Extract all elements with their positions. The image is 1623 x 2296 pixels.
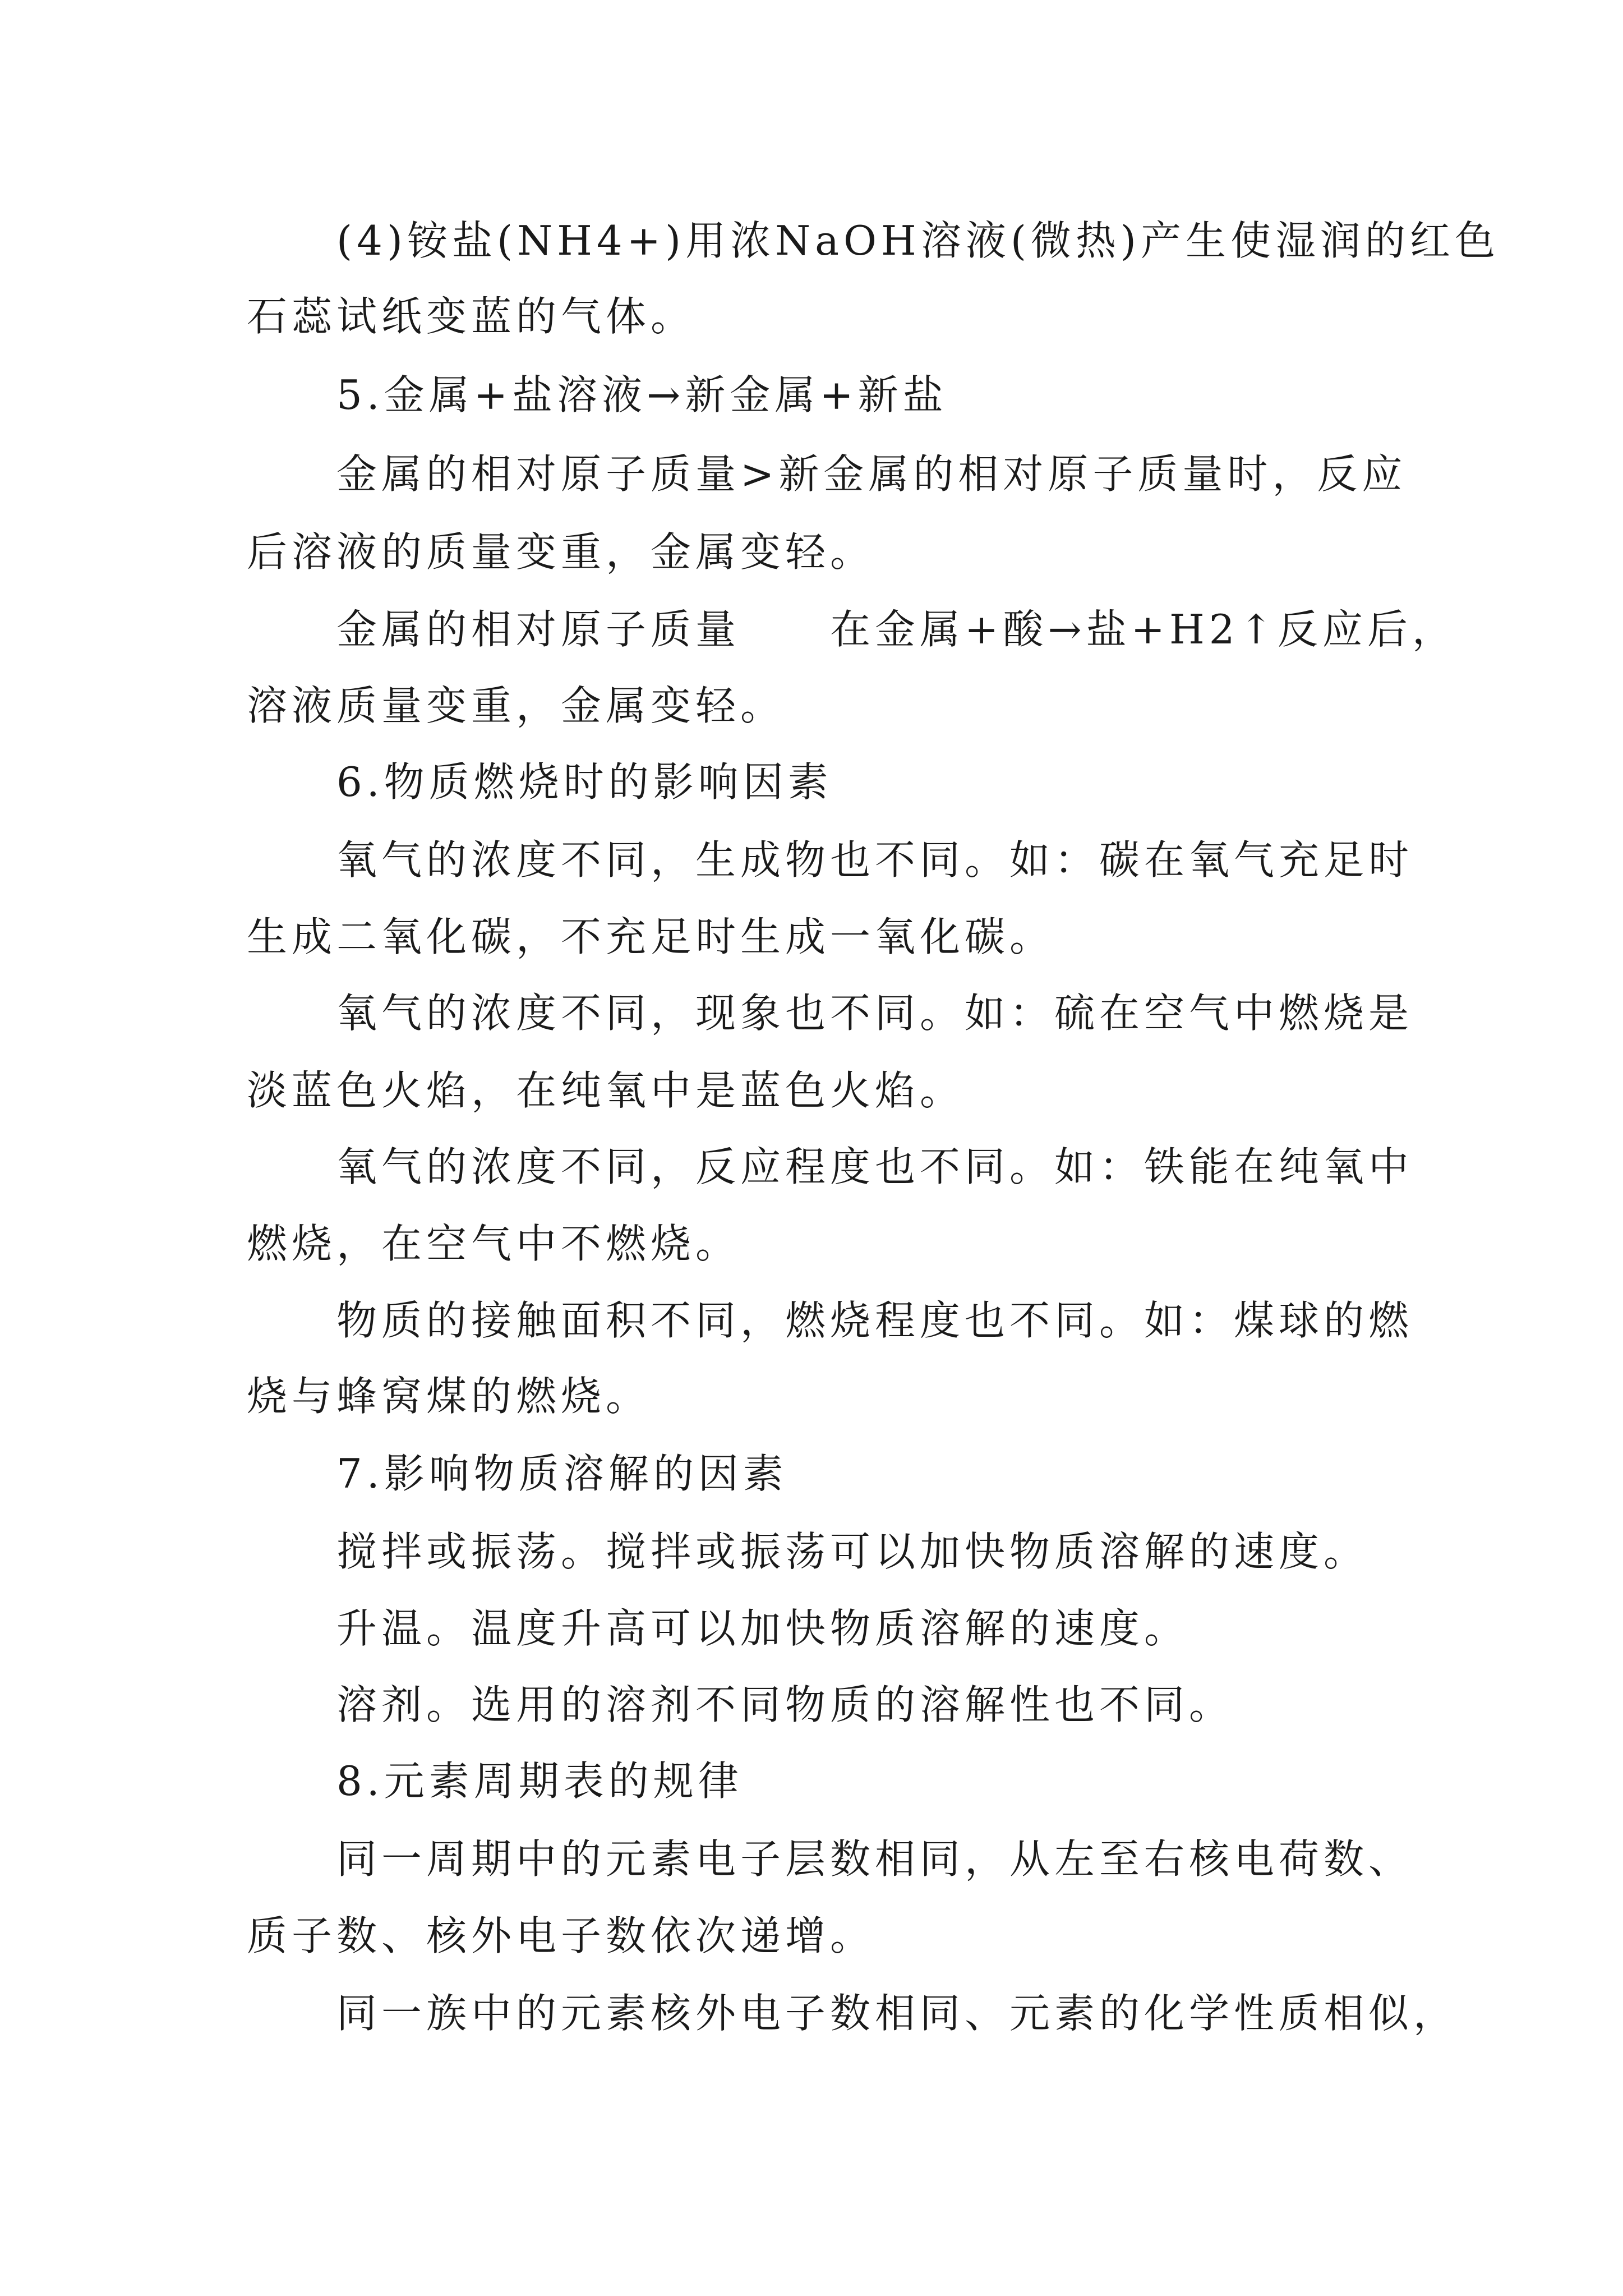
paragraph-line-13: 物质的接触面积不同，燃烧程度也不同。如：煤球的燃 xyxy=(336,1297,1414,1344)
paragraph-line-9: 氧气的浓度不同，现象也不同。如：硫在空气中燃烧是 xyxy=(336,990,1414,1037)
paragraph-line-2: 石蕊试纸变蓝的气体。 xyxy=(247,293,696,340)
section-heading-6: 6.物质燃烧时的影响因素 xyxy=(336,758,833,806)
paragraph-line-19: 质子数、核外电子数依次递增。 xyxy=(247,1912,875,1959)
paragraph-line-8: 生成二氧化碳，不充足时生成一氧化碳。 xyxy=(247,913,1055,960)
paragraph-line-5: 金属的相对原子质量 在金属+酸→盐+H2↑反应后， xyxy=(336,606,1457,653)
paragraph-line-17: 溶剂。选用的溶剂不同物质的溶解性也不同。 xyxy=(336,1681,1234,1728)
paragraph-line-3: 金属的相对原子质量>新金属的相对原子质量时，反应 xyxy=(336,450,1407,498)
paragraph-line-11: 氧气的浓度不同，反应程度也不同。如：铁能在纯氧中 xyxy=(336,1143,1414,1190)
paragraph-line-6: 溶液质量变重，金属变轻。 xyxy=(247,682,786,729)
paragraph-line-12: 燃烧，在空气中不燃烧。 xyxy=(247,1220,741,1267)
paragraph-line-10: 淡蓝色火焰，在纯氧中是蓝色火焰。 xyxy=(247,1067,965,1114)
section-heading-5: 5.金属+盐溶液→新金属+新盐 xyxy=(336,371,948,418)
section-heading-7: 7.影响物质溶解的因素 xyxy=(336,1450,788,1497)
paragraph-line-14: 烧与蜂窝煤的燃烧。 xyxy=(247,1373,651,1420)
paragraph-line-15: 搅拌或振荡。搅拌或振荡可以加快物质溶解的速度。 xyxy=(336,1528,1369,1575)
paragraph-line-18: 同一周期中的元素电子层数相同，从左至右核电荷数、 xyxy=(336,1835,1414,1883)
section-heading-8: 8.元素周期表的规律 xyxy=(336,1757,743,1805)
paragraph-line-20: 同一族中的元素核外电子数相同、元素的化学性质相似， xyxy=(336,1990,1459,2037)
paragraph-line-1: (4)铵盐(NH4+)用浓NaOH溶液(微热)产生使湿润的红色 xyxy=(336,217,1500,264)
paragraph-line-7: 氧气的浓度不同，生成物也不同。如：碳在氧气充足时 xyxy=(336,836,1414,884)
paragraph-line-4: 后溶液的质量变重，金属变轻。 xyxy=(247,528,875,576)
paragraph-line-16: 升温。温度升高可以加快物质溶解的速度。 xyxy=(336,1605,1189,1652)
